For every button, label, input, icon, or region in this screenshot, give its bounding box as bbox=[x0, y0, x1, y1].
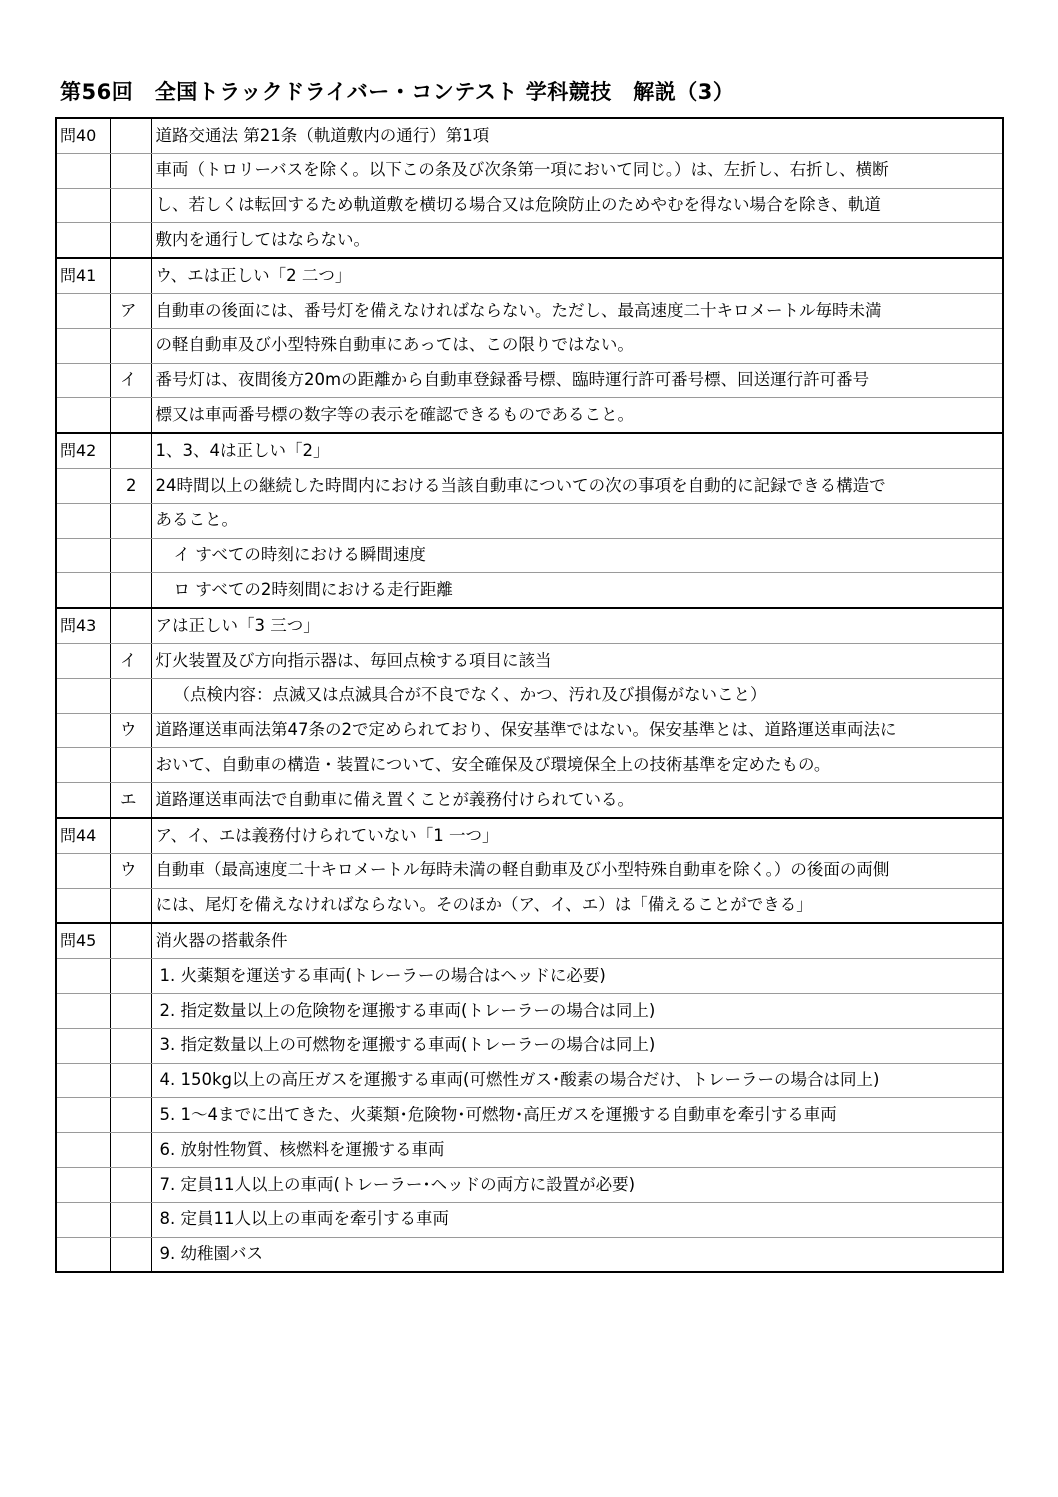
choice-label-cell bbox=[110, 223, 151, 258]
question-number-cell bbox=[56, 328, 110, 363]
table-row bbox=[56, 923, 1003, 958]
question-number-cell bbox=[56, 959, 110, 994]
choice-label-cell bbox=[110, 993, 151, 1028]
choice-label-cell: ウ bbox=[110, 713, 151, 748]
question-number-cell bbox=[56, 293, 110, 328]
choice-label-cell bbox=[110, 818, 151, 853]
table-row bbox=[56, 959, 1003, 994]
table-row bbox=[56, 748, 1003, 783]
choice-label-cell: ウ bbox=[110, 853, 151, 888]
explanation-text-cell: 1. 火薬類を運送する車両(トレーラーの場合はヘッドに必要) bbox=[151, 959, 1003, 994]
table-row bbox=[56, 398, 1003, 433]
question-number-cell bbox=[56, 188, 110, 223]
explanation-text-cell: 車両（トロリーバスを除く。以下この条及び次条第一項において同じ。）は、左折し、右折し、横断 bbox=[151, 153, 1003, 188]
explanation-text-cell: 1、3、4は正しい「2」 bbox=[151, 433, 1003, 468]
table-row bbox=[56, 118, 1003, 153]
choice-label-cell bbox=[110, 1063, 151, 1098]
table-row bbox=[56, 1133, 1003, 1168]
choice-label-cell bbox=[110, 1098, 151, 1133]
explanation-text-cell: 道路運送車両法第47条の2で定められており、保安基準ではない。保安基準とは、道路運送車両法に bbox=[151, 713, 1003, 748]
explanation-text-cell: 5. 1～4までに出てきた、火薬類･危険物･可燃物･高圧ガスを運搬する自動車を牽引する車両 bbox=[151, 1098, 1003, 1133]
choice-label-cell bbox=[110, 258, 151, 293]
explanation-text-cell: 4. 150kg以上の高圧ガスを運搬する車両(可燃性ガス･酸素の場合だけ、トレーラーの場合は同上) bbox=[151, 1063, 1003, 1098]
answer-table-body bbox=[56, 118, 1003, 1272]
question-number-cell bbox=[56, 1237, 110, 1272]
explanation-text-cell: おいて、自動車の構造・装置について、安全確保及び環境保全上の技術基準を定めたもの。 bbox=[151, 748, 1003, 783]
question-number-cell bbox=[56, 573, 110, 608]
explanation-text-cell: の軽自動車及び小型特殊自動車にあっては、この限りではない。 bbox=[151, 328, 1003, 363]
table-row bbox=[56, 1098, 1003, 1133]
explanation-text-cell: には、尾灯を備えなければならない。そのほか（ア、イ、エ）は「備えることができる」 bbox=[151, 888, 1003, 923]
question-number-cell bbox=[56, 398, 110, 433]
table-row bbox=[56, 293, 1003, 328]
choice-label-cell bbox=[110, 153, 151, 188]
question-number-cell: 問43 bbox=[56, 608, 110, 643]
table-row bbox=[56, 608, 1003, 643]
explanation-text-cell: 自動車（最高速度二十キロメートル毎時未満の軽自動車及び小型特殊自動車を除く。）の後面の両側 bbox=[151, 853, 1003, 888]
question-number-cell bbox=[56, 993, 110, 1028]
table-row bbox=[56, 1028, 1003, 1063]
explanation-text-cell: イ すべての時刻における瞬間速度 bbox=[151, 538, 1003, 573]
explanation-text-cell: 道路運送車両法で自動車に備え置くことが義務付けられている。 bbox=[151, 783, 1003, 818]
table-row bbox=[56, 573, 1003, 608]
choice-label-cell bbox=[110, 1237, 151, 1272]
table-row bbox=[56, 328, 1003, 363]
table-row bbox=[56, 888, 1003, 923]
explanation-text-cell: 消火器の搭載条件 bbox=[151, 923, 1003, 958]
explanation-text-cell: あること。 bbox=[151, 503, 1003, 538]
choice-label-cell bbox=[110, 888, 151, 923]
explanation-text-cell: 道路交通法 第21条（軌道敷内の通行）第1項 bbox=[151, 118, 1003, 153]
explanation-text-cell: 3. 指定数量以上の可燃物を運搬する車両(トレーラーの場合は同上) bbox=[151, 1028, 1003, 1063]
table-row bbox=[56, 1167, 1003, 1202]
explanation-text-cell: 8. 定員11人以上の車両を牽引する車両 bbox=[151, 1202, 1003, 1237]
question-number-cell bbox=[56, 713, 110, 748]
explanation-text-cell: 敷内を通行してはならない。 bbox=[151, 223, 1003, 258]
choice-label-cell bbox=[110, 503, 151, 538]
question-number-cell bbox=[56, 678, 110, 713]
question-number-cell bbox=[56, 1063, 110, 1098]
explanation-text-cell: 24時間以上の継続した時間内における当該自動車についての次の事項を自動的に記録できる構造で bbox=[151, 468, 1003, 503]
choice-label-cell: エ bbox=[110, 783, 151, 818]
table-row bbox=[56, 223, 1003, 258]
table-row bbox=[56, 153, 1003, 188]
question-number-cell bbox=[56, 468, 110, 503]
explanation-text-cell: アは正しい「3 三つ」 bbox=[151, 608, 1003, 643]
question-number-cell bbox=[56, 1133, 110, 1168]
question-number-cell bbox=[56, 153, 110, 188]
explanation-text-cell: 7. 定員11人以上の車両(トレーラー･ヘッドの両方に設置が必要) bbox=[151, 1167, 1003, 1202]
explanation-text-cell: 自動車の後面には、番号灯を備えなければならない。ただし、最高速度二十キロメートル毎時未満 bbox=[151, 293, 1003, 328]
choice-label-cell bbox=[110, 923, 151, 958]
table-row bbox=[56, 713, 1003, 748]
table-row bbox=[56, 363, 1003, 398]
choice-label-cell: イ bbox=[110, 363, 151, 398]
choice-label-cell bbox=[110, 118, 151, 153]
table-row bbox=[56, 1202, 1003, 1237]
choice-label-cell bbox=[110, 678, 151, 713]
choice-label-cell bbox=[110, 1133, 151, 1168]
choice-label-cell bbox=[110, 328, 151, 363]
question-number-cell bbox=[56, 223, 110, 258]
table-row bbox=[56, 433, 1003, 468]
question-number-cell bbox=[56, 1028, 110, 1063]
choice-label-cell bbox=[110, 398, 151, 433]
explanation-text-cell: し、若しくは転回するため軌道敷を横切る場合又は危険防止のためやむを得ない場合を除き、軌道 bbox=[151, 188, 1003, 223]
table-row bbox=[56, 818, 1003, 853]
question-number-cell: 問45 bbox=[56, 923, 110, 958]
table-row bbox=[56, 643, 1003, 678]
question-number-cell: 問42 bbox=[56, 433, 110, 468]
table-row bbox=[56, 503, 1003, 538]
choice-label-cell: 2 bbox=[110, 468, 151, 503]
table-row bbox=[56, 188, 1003, 223]
question-number-cell bbox=[56, 538, 110, 573]
table-row bbox=[56, 1237, 1003, 1272]
explanation-text-cell: 標又は車両番号標の数字等の表示を確認できるものであること。 bbox=[151, 398, 1003, 433]
table-row bbox=[56, 538, 1003, 573]
table-row bbox=[56, 468, 1003, 503]
choice-label-cell bbox=[110, 433, 151, 468]
choice-label-cell bbox=[110, 959, 151, 994]
answer-table bbox=[55, 117, 1004, 1273]
table-row bbox=[56, 783, 1003, 818]
explanation-text-cell: 2. 指定数量以上の危険物を運搬する車両(トレーラーの場合は同上) bbox=[151, 993, 1003, 1028]
question-number-cell bbox=[56, 1167, 110, 1202]
choice-label-cell bbox=[110, 1167, 151, 1202]
question-number-cell bbox=[56, 748, 110, 783]
choice-label-cell bbox=[110, 573, 151, 608]
choice-label-cell bbox=[110, 1028, 151, 1063]
choice-label-cell bbox=[110, 748, 151, 783]
question-number-cell: 問44 bbox=[56, 818, 110, 853]
choice-label-cell bbox=[110, 188, 151, 223]
choice-label-cell bbox=[110, 1202, 151, 1237]
table-row bbox=[56, 258, 1003, 293]
question-number-cell bbox=[56, 853, 110, 888]
choice-label-cell: ア bbox=[110, 293, 151, 328]
explanation-text-cell: 9. 幼稚園バス bbox=[151, 1237, 1003, 1272]
question-number-cell bbox=[56, 643, 110, 678]
explanation-text-cell: 灯火装置及び方向指示器は、毎回点検する項目に該当 bbox=[151, 643, 1003, 678]
question-number-cell bbox=[56, 1098, 110, 1133]
question-number-cell bbox=[56, 783, 110, 818]
explanation-text-cell: 6. 放射性物質、核燃料を運搬する車両 bbox=[151, 1133, 1003, 1168]
question-number-cell: 問41 bbox=[56, 258, 110, 293]
table-row bbox=[56, 1063, 1003, 1098]
explanation-text-cell: ア、イ、エは義務付けられていない「1 一つ」 bbox=[151, 818, 1003, 853]
choice-label-cell bbox=[110, 608, 151, 643]
table-row bbox=[56, 993, 1003, 1028]
explanation-text-cell: ロ すべての2時刻間における走行距離 bbox=[151, 573, 1003, 608]
explanation-text-cell: 番号灯は、夜間後方20mの距離から自動車登録番号標、臨時運行許可番号標、回送運行許可番号 bbox=[151, 363, 1003, 398]
question-number-cell bbox=[56, 888, 110, 923]
table-row bbox=[56, 678, 1003, 713]
explanation-text-cell: ウ、エは正しい「2 二つ」 bbox=[151, 258, 1003, 293]
table-row bbox=[56, 853, 1003, 888]
question-number-cell: 問40 bbox=[56, 118, 110, 153]
question-number-cell bbox=[56, 363, 110, 398]
page-title: 第56回 全国トラックドライバー・コンテスト 学科競技 解説（3） bbox=[60, 80, 735, 104]
question-number-cell bbox=[56, 503, 110, 538]
choice-label-cell bbox=[110, 538, 151, 573]
explanation-text-cell: （点検内容：点滅又は点滅具合が不良でなく、かつ、汚れ及び損傷がないこと） bbox=[151, 678, 1003, 713]
choice-label-cell: イ bbox=[110, 643, 151, 678]
question-number-cell bbox=[56, 1202, 110, 1237]
